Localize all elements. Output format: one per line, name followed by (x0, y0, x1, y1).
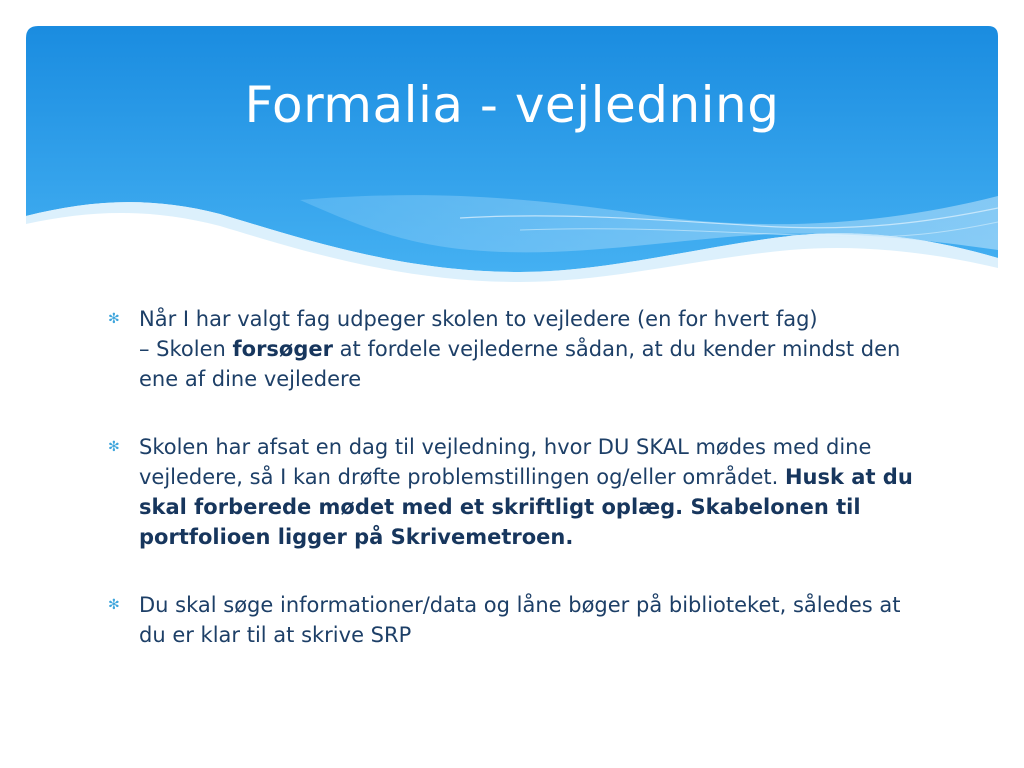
bullet-item (108, 432, 928, 552)
slide-title: Formalia - vejledning (244, 76, 780, 134)
bullet-text: Du skal søge informationer/data og låne bøger på biblioteket, således at du er klar til at skrive SRP (139, 593, 901, 647)
asterisk-bullet-icon: ✻ (108, 311, 120, 327)
bullet-emphasis: Husk at du skal forberede mødet med et skriftligt oplæg. Skabelonen til portfolioen ligger på Skrivemetroen. (139, 465, 913, 549)
asterisk-bullet-icon: ✻ (108, 439, 120, 455)
header-banner (0, 0, 1024, 300)
wave-banner-graphic (0, 0, 1024, 300)
bullet-text: Når I har valgt fag udpeger skolen to vejledere (en for hvert fag) (139, 307, 818, 331)
bullet-item (108, 304, 928, 394)
bullet-text: Skolen har afsat en dag til vejledning, hvor DU SKAL mødes med dine vejledere, så I kan drøfte problemstillingen og/eller området. (139, 435, 872, 489)
bullet-list (108, 304, 928, 688)
bullet-item (108, 590, 928, 650)
asterisk-bullet-icon: ✻ (108, 597, 120, 613)
bullet-text: – Skolen (139, 337, 233, 361)
bullet-emphasis: forsøger (232, 337, 333, 361)
bullet-text: at fordele vejlederne sådan, at du kender mindst den ene af dine vejledere (139, 337, 901, 391)
